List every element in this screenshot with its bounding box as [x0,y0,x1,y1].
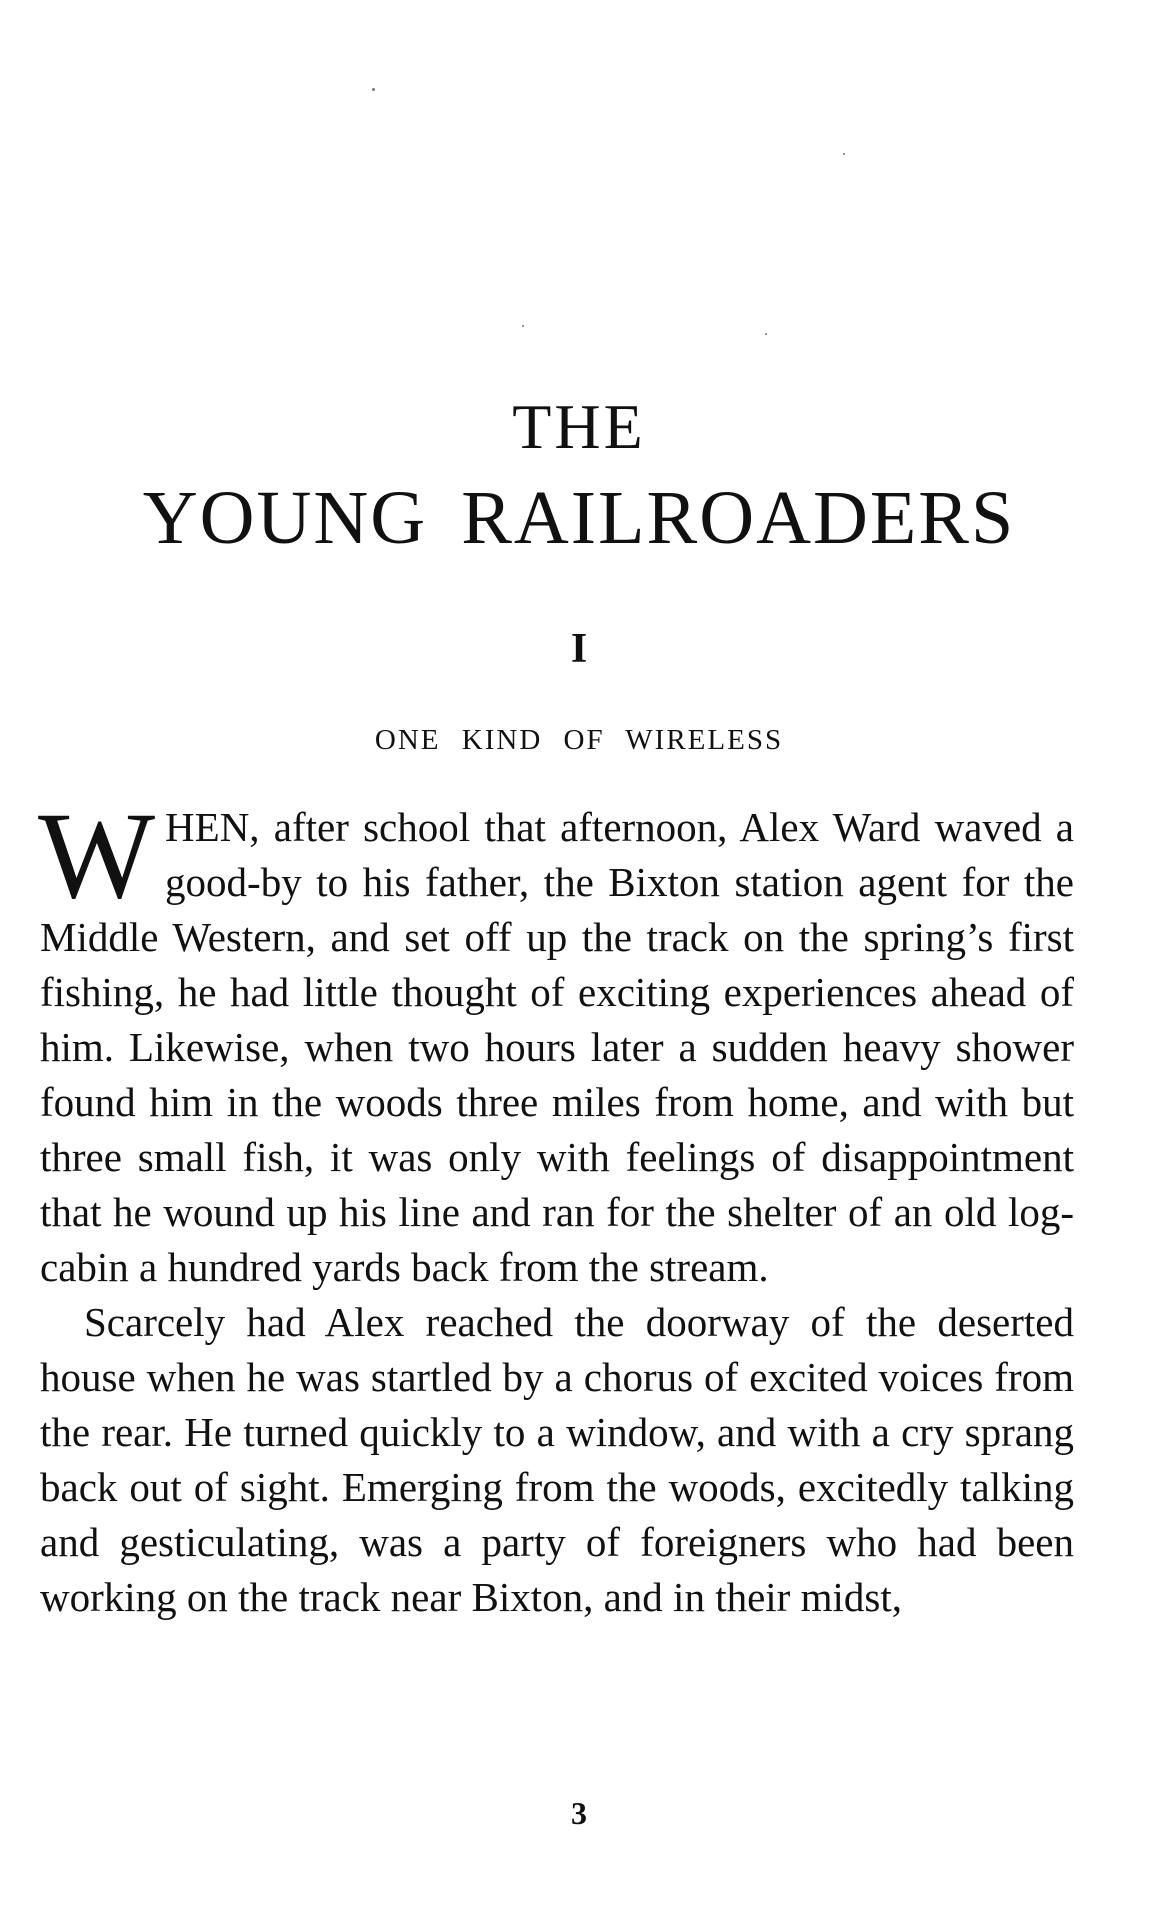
chapter-number: I [570,626,588,672]
page-number: 3 [571,1795,587,1831]
paragraph-1 [38,787,1074,1295]
paragraph-1-text: HEN, after school that afternoon, Alex Ward waved a good-by to his father, the Bixton station agent for the Middle Western, and set off up the track on the spring’s first fishing, he had little thought of exciting experiences ahead of him. Likewise, when two hours later a sudden heavy shower found him in the woods three miles from home, and with but three small fish, it was only with feelings of disappointment that he wound up his line and ran for the shelter of an old log-cabin a hundred yards back from the stream. [40,804,1074,1290]
print-speck [765,333,767,335]
paragraph-2: Scarcely had Alex reached the doorway of the deserted house when he was startled by a chorus of excited voices from the rear. He turned quickly to a window, and with a cry sprang back out of sight. Emerging from the woods, excitedly talking and gesticulating, was a party of foreigners who had been working on the track near Bixton, and in their midst, [40,1299,1074,1620]
book-title-line-2 [0,476,1158,560]
chapter-title: ONE KIND OF WIRELESS [374,724,784,756]
book-title-word-railroaders: RAILROADERS [461,476,1016,560]
print-speck [522,325,524,327]
drop-cap: W [38,787,156,924]
chapter-text [38,787,1074,1625]
book-title-line-1: THE [512,391,646,462]
book-title-word-young: YOUNG [142,476,428,560]
print-speck [843,153,845,155]
print-speck [372,88,375,91]
